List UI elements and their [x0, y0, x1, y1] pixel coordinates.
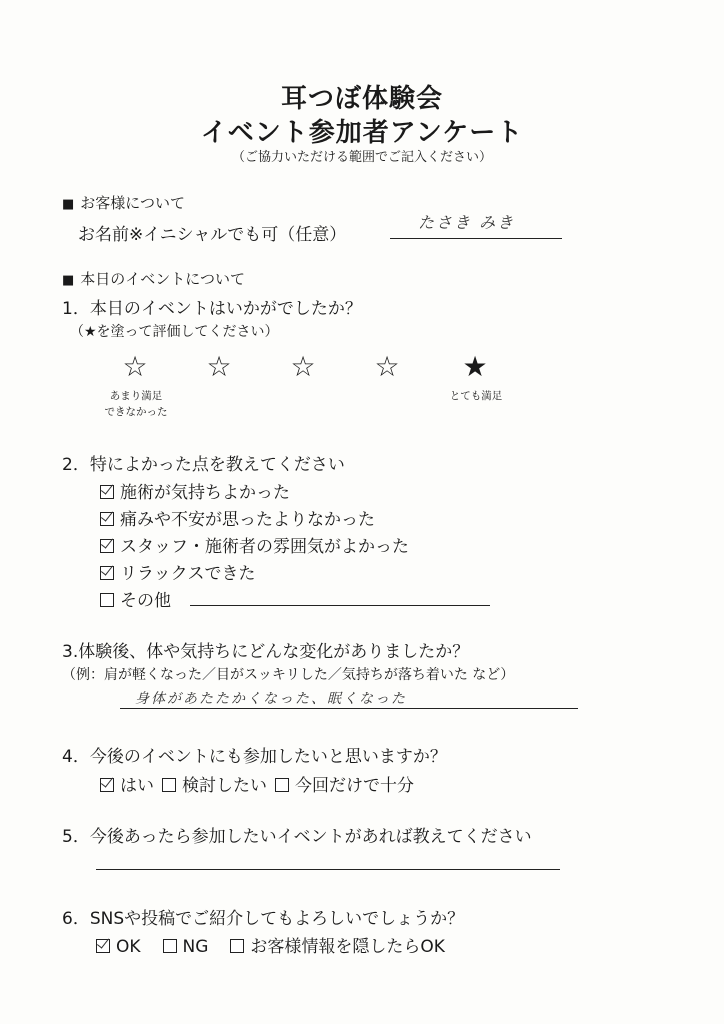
q6-question: 6．SNSや投稿でご紹介してもよろしいでしょうか？	[62, 909, 465, 929]
name-answer-line	[390, 238, 562, 239]
checkbox-checked[interactable]	[96, 939, 110, 953]
q2-option-2-label: 痛みや不安が思ったよりなかった	[120, 510, 375, 530]
checkbox-checked[interactable]	[100, 778, 114, 792]
q6-option-hidden-ok[interactable]	[230, 932, 445, 957]
checkbox-unchecked[interactable]	[162, 778, 176, 792]
q6-option-ok[interactable]	[96, 937, 141, 957]
checkbox-unchecked[interactable]	[275, 778, 289, 792]
q1-question: 1．本日のイベントはいかがでしたか？	[62, 299, 362, 319]
form-instruction: （ご協力いただける範囲でご記入ください）	[231, 150, 492, 165]
rating-star-4[interactable]: ☆	[374, 350, 400, 383]
checkbox-checked[interactable]	[100, 512, 114, 526]
rating-star-2[interactable]: ☆	[206, 350, 232, 383]
rating-low-label	[100, 388, 172, 420]
q2-option-1-label: 施術が気持ちよかった	[120, 483, 290, 503]
q6-option-hidden-ok-label: お客様情報を隠したらOK	[250, 937, 445, 957]
q5-answer-line	[96, 869, 560, 870]
q4-options	[100, 771, 422, 796]
q6-option-ng-label: NG	[182, 937, 209, 957]
checkbox-checked[interactable]	[100, 485, 114, 499]
q2-option-3[interactable]	[100, 532, 409, 557]
q6-options	[96, 932, 453, 957]
rating-low-label-line2: できなかった	[104, 406, 168, 418]
q3-question: 3.体験後、体や気持ちにどんな変化がありましたか？	[62, 642, 470, 662]
checkbox-checked[interactable]	[100, 566, 114, 580]
checkbox-unchecked[interactable]	[100, 593, 114, 607]
checkbox-unchecked[interactable]	[230, 939, 244, 953]
q4-option-yes[interactable]	[100, 771, 154, 796]
q3-hint: （例：肩が軽くなった／目がスッキリした／気持ちが落ち着いた など）	[62, 667, 515, 683]
name-answer[interactable]: たさき みき	[418, 213, 516, 232]
q4-option-once[interactable]	[275, 771, 414, 796]
rating-star-1[interactable]: ☆	[122, 350, 148, 383]
checkbox-unchecked[interactable]	[163, 939, 177, 953]
q2-option-3-label: スタッフ・施術者の雰囲気がよかった	[120, 537, 409, 557]
q2-option-5[interactable]	[100, 586, 171, 611]
rating-star-3[interactable]: ☆	[290, 350, 316, 383]
q1-hint: （★を塗って評価してください）	[70, 324, 279, 340]
q6-option-ng[interactable]	[163, 937, 209, 957]
q2-option-1[interactable]	[100, 478, 290, 503]
rating-star-5[interactable]: ★	[462, 350, 488, 383]
rating-low-label-line1: あまり満足	[109, 390, 163, 402]
q4-question: 4．今後のイベントにも参加したいと思いますか？	[62, 747, 447, 767]
form-subtitle-title: イベント参加者アンケート	[200, 118, 524, 148]
rating-high-label: とても満足	[449, 390, 503, 402]
q4-option-consider-label: 検討したい	[182, 776, 267, 796]
section-event: ■ 本日のイベントについて	[62, 268, 245, 289]
q2-option-4[interactable]	[100, 559, 256, 584]
name-label: お名前※イニシャルでも可（任意）	[78, 225, 347, 245]
q4-option-consider[interactable]	[162, 771, 267, 796]
q4-option-yes-label: はい	[120, 776, 154, 796]
q2-option-4-label: リラックスできた	[120, 564, 256, 584]
form-title: 耳つぼ体験会	[280, 84, 443, 114]
q6-option-ok-label: OK	[116, 937, 141, 957]
q3-answer[interactable]: 身体があたたかくなった、眠くなった	[135, 691, 407, 707]
section-customer: ■ お客様について	[62, 192, 185, 213]
q5-question: 5．今後あったら参加したいイベントがあれば教えてください	[62, 827, 532, 847]
q3-answer-line	[120, 708, 578, 709]
q2-question: 2．特によかった点を教えてください	[62, 455, 345, 475]
q2-other-line[interactable]	[190, 605, 490, 606]
q2-option-5-label: その他	[120, 591, 171, 611]
checkbox-checked[interactable]	[100, 539, 114, 553]
q4-option-once-label: 今回だけで十分	[295, 776, 414, 796]
q2-option-2[interactable]	[100, 505, 375, 530]
